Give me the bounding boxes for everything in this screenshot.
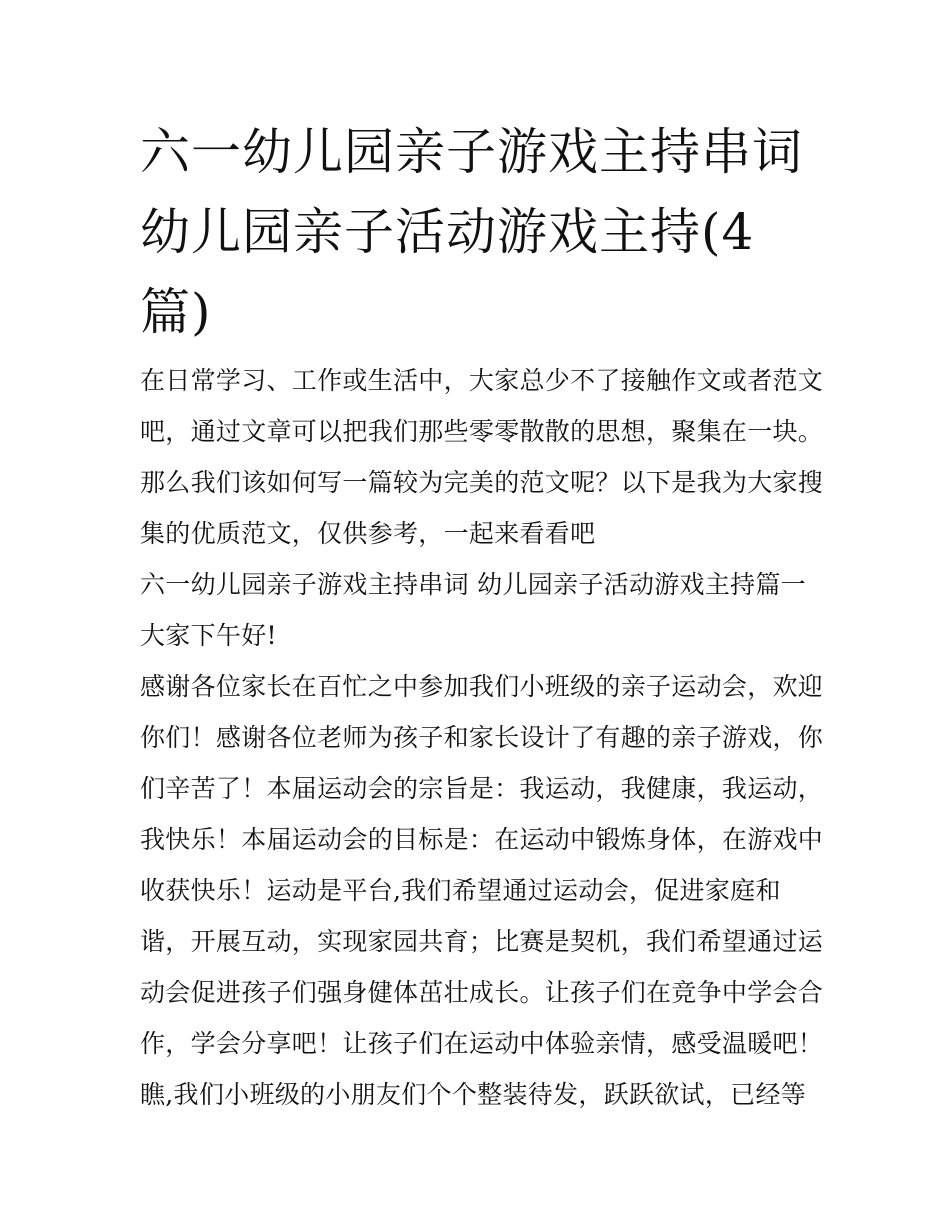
document-title <box>140 112 820 352</box>
title-line: 幼儿园亲子活动游戏主持(4 <box>140 203 755 261</box>
greeting-line: 大家下午好! <box>140 621 277 650</box>
body-line: 你们！感谢各位老师为孩子和家长设计了有趣的亲子游戏，你 <box>140 723 824 752</box>
body-line: 集的优质范文，仅供参考，一起来看看吧 <box>140 519 596 548</box>
title-line: 篇) <box>140 283 212 341</box>
body-line: 们辛苦了！本届运动会的宗旨是：我运动，我健康，我运动， <box>140 774 824 803</box>
body-line: 作，学会分享吧！让孩子们在运动中体验亲情，感受温暖吧！ <box>140 1029 824 1058</box>
title-line: 六一幼儿园亲子游戏主持串词 <box>140 123 803 181</box>
section-heading: 六一幼儿园亲子游戏主持串词 幼儿园亲子活动游戏主持篇一 <box>140 570 807 599</box>
body-line: 我快乐！本届运动会的目标是：在运动中锻炼身体，在游戏中 <box>140 825 824 854</box>
body-line: 感谢各位家长在百忙之中参加我们小班级的亲子运动会，欢迎 <box>140 672 824 701</box>
body-line: 吧，通过文章可以把我们那些零零散散的思想，聚集在一块。 <box>140 417 824 446</box>
body-line: 那么我们该如何写一篇较为完美的范文呢？以下是我为大家搜 <box>140 468 824 497</box>
body-line: 谐，开展互动，实现家园共育；比赛是契机，我们希望通过运 <box>140 927 824 956</box>
body-line: 瞧,我们小班级的小朋友们个个整装待发，跃跃欲试，已经等 <box>140 1080 807 1109</box>
body-line: 在日常学习、工作或生活中，大家总少不了接触作文或者范文 <box>140 366 824 395</box>
body-line: 动会促进孩子们强身健体茁壮成长。让孩子们在竞争中学会合 <box>140 978 824 1007</box>
document-body <box>140 355 824 1120</box>
body-line: 收获快乐！运动是平台,我们希望通过运动会，促进家庭和 <box>140 876 781 905</box>
